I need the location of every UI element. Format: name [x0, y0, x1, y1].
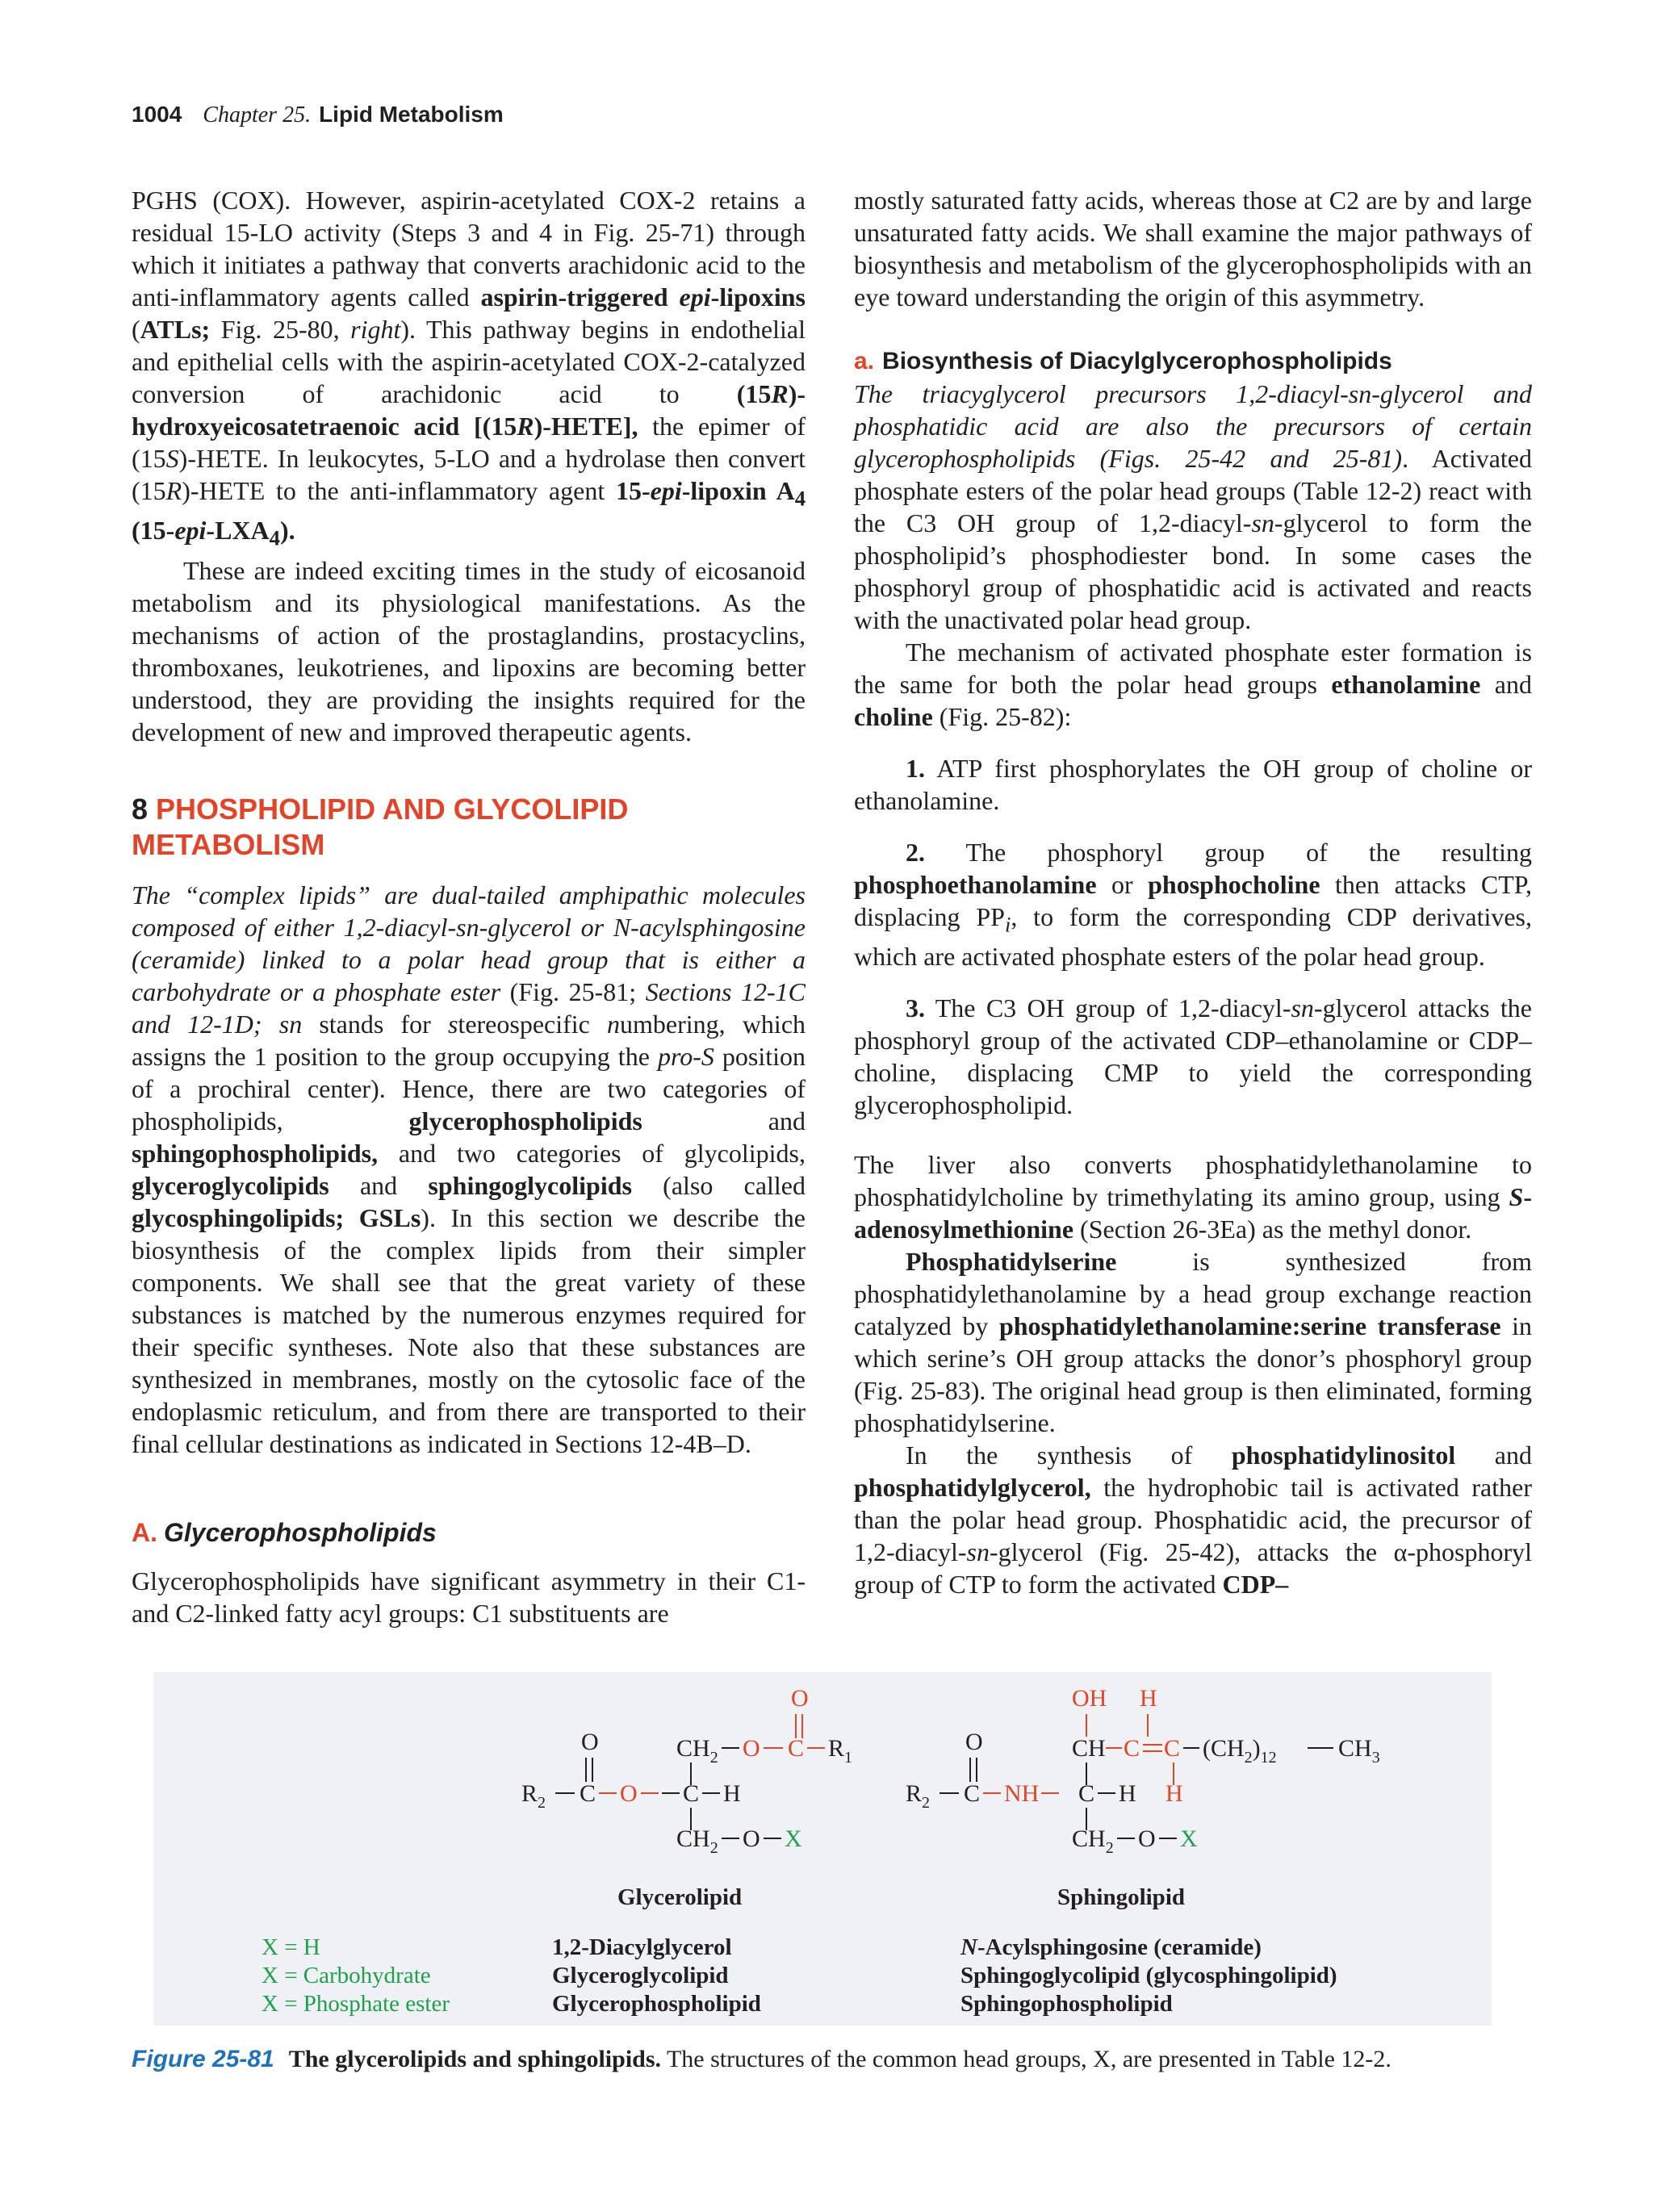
list-item: 1. ATP first phosphorylates the OH group of choline or ethanolamine. [854, 754, 1532, 815]
sphingolipid-label: Sphingolipid [1057, 1884, 1185, 1910]
figure-legend [262, 1934, 1337, 2017]
amide-nitrogen: NH [1004, 1780, 1040, 1807]
carbonyl-oxygen-1: O [791, 1685, 809, 1712]
chapter-label: Chapter 25. [203, 102, 312, 128]
amide-carbon: C [964, 1780, 981, 1807]
right-paragraph-1: mostly saturated fatty acids, whereas those at C2 are by and large unsaturated fatty acids. We shall examine the major pathways of biosynthesis and metabolism of the glycerophospholipids with an eye toward understanding the origin of this asymmetry. [854, 186, 1532, 312]
lipid-structures-diagram [153, 1672, 1492, 2026]
section-heading: 8 PHOSPHOLIPID AND GLYCOLIPID METABOLISM [132, 792, 629, 861]
alkene-carbon-a: C [1124, 1735, 1140, 1762]
figure-caption-text: The structures of the common head groups, X, are presented in Table 12-2. [661, 2046, 1391, 2072]
legend-x-h: X = H [262, 1934, 320, 1960]
alkene-carbon-b: C [1164, 1735, 1181, 1762]
subsubsection-heading: a. Biosynthesis of Diacylglycerophospholipids [854, 348, 1392, 374]
legend-sphingo-3: Sphingophospholipid [960, 1991, 1173, 2017]
glycerol-h: H [723, 1780, 741, 1807]
legend-glycero-3: Glycerophospholipid [552, 1991, 761, 2017]
carbonyl-oxygen-2: O [581, 1729, 599, 1755]
sphingosine-c3: CH [1072, 1735, 1106, 1762]
legend-glycero-2: Glyceroglycolipid [552, 1963, 729, 1988]
chapter-title: Lipid Metabolism [319, 102, 504, 127]
legend-x-carbohydrate: X = Carbohydrate [262, 1963, 431, 1988]
right-column [854, 184, 1532, 1600]
left-paragraph-3: The “complex lipids” are dual-tailed amphipathic molecules composed of either 1,2-diacyl-sn-glycerol or N-acylsphingosine (ceramide) linked to a polar head group that is either a carbohydrate or a phosphate ester (Fig. 25-81; Sections 12-1C and 12-1D; sn stands for stereospecific numbering, which assigns the 1 position to the group occupying the pro-S position of a prochiral center). Hence, there are two categories of phospholipids, glycerophospholipids and sphingophospholipids, and two categories of glycolipids, glyceroglycolipids and sphingoglycolipids (also called glycosphingolipids; GSLs). In this section we describe the biosynthesis of the complex lipids from their simpler components. We shall see that the great variety of these substances is matched by the numerous enzymes required for their specific syntheses. Note also that these substances are synthesized in membranes, mostly on the cytosolic face of the endoplasmic reticulum, and from there are transported to their final cellular destinations as indicated in Sections 12-4B–D. [132, 880, 806, 1458]
ester-oxygen-1: O [743, 1735, 760, 1762]
r2-group: $R_2$ [521, 1780, 546, 1812]
ester-carbon-2: C [580, 1780, 596, 1807]
ester-carbon-1: C [788, 1735, 805, 1762]
methylene-chain: $(CH_2)_{12}$ [1203, 1735, 1277, 1767]
left-paragraph-4: Glycerophospholipids have significant asymmetry in their C1- and C2-linked fatty acyl groups: C1 substituents are [132, 1566, 806, 1628]
head-group-x-2: X [1180, 1825, 1198, 1852]
legend-sphingo-1: N-Acylsphingosine (ceramide) [960, 1934, 1262, 1960]
list-item: 2. The phosphoryl group of the resulting phosphoethanolamine or phosphocholine then attacks CTP, displacing $PP_i$, to form the corresponding CDP derivatives, which are activated phosphate esters of the polar head group. [854, 838, 1533, 972]
glycerolipid-label: Glycerolipid [617, 1884, 743, 1910]
glycerol-c3: $CH_2$ [676, 1825, 718, 1857]
running-head [132, 102, 504, 128]
right-paragraph-3: The mechanism of activated phosphate ester formation is the same for both the polar head groups ethanolamine and choline (Fig. 25-82): [854, 638, 1532, 731]
right-paragraph-4: The liver also converts phosphatidylethanolamine to phosphatidylcholine by trimethylating its amino group, using S-adenosylmethionine (Section 26-3Ea) as the methyl donor. [854, 1150, 1532, 1244]
left-column [132, 184, 806, 1629]
page-number: 1004 [132, 102, 182, 127]
list-item: 3. The C3 OH group of 1,2-diacyl-sn-glycerol attacks the phosphoryl group of the activated CDP–ethanolamine or CDP–choline, displacing CMP to yield the corresponding glycerophospholipid. [854, 993, 1532, 1120]
sphingosine-h: H [1119, 1780, 1136, 1807]
legend-glycero-1: 1,2-Diacylglycerol [552, 1934, 732, 1960]
right-paragraph-2: The triacyglycerol precursors 1,2-diacyl-sn-glycerol and phosphatidic acid are also the precursors of certain glycerophospholipids (Figs. 25-42 and 25-81). Activated phosphate esters of the polar head groups (Table 12-2) react with the C3 OH group of 1,2-diacyl-sn-glycerol to form the phospholipid’s phosphodiester bond. In some cases the phosphoryl group of phosphatidic acid is activated and reacts with the unactivated polar head group. [854, 379, 1533, 634]
hydroxyl-group: OH [1072, 1685, 1107, 1712]
figure-caption [132, 2044, 1520, 2075]
sphingosine-c2: C [1078, 1780, 1095, 1807]
left-paragraph-2: These are indeed exciting times in the study of eicosanoid metabolism and its physiological manifestations. As the mechanisms of action of the prostaglandins, prostacyclins, thromboxanes, leukotrienes, and lipoxins are becoming better understood, they are providing the insights required for the development of new and improved therapeutic agents. [132, 555, 806, 746]
legend-x-phosphate: X = Phosphate ester [262, 1991, 450, 2017]
terminal-methyl: $CH_3$ [1338, 1735, 1380, 1767]
glycerol-c1: $CH_2$ [676, 1735, 718, 1767]
left-paragraph-1: PGHS (COX). However, aspirin-acetylated COX-2 retains a residual 15-LO activity (Steps 3 and 4 in Fig. 25-71) through which it initiates a pathway that converts arachidonic acid to the anti-inflammatory agents called aspirin-triggered epi-lipoxins (ATLs; Fig. 25-80, right). This pathway begins in endothelial and epithelial cells with the aspirin-acetylated COX-2-catalyzed conversion of arachidonic acid to (15R)-hydroxyeicosatetraenoic acid [(15R)-HETE], the epimer of (15S)-HETE. In leukocytes, 5-LO and a hydrolase then convert (15R)-HETE to the anti-inflammatory agent 15-epi-lipoxin $A_4$ $(15-epi-LXA_4)$. [132, 186, 806, 550]
figure-25-81 [153, 1672, 1492, 2026]
right-paragraph-5: Phosphatidylserine is synthesized from phosphatidylethanolamine by a head group exchange reaction catalyzed by phosphatidylethanolamine:serine transferase in which serine’s OH group attacks the donor’s phosphoryl group (Fig. 25-83). The original head group is then eliminated, forming phosphatidylserine. [854, 1247, 1532, 1438]
legend-sphingo-2: Sphingoglycolipid (glycosphingolipid) [960, 1963, 1337, 1988]
vinyl-h-bottom: H [1165, 1780, 1183, 1807]
vinyl-h-top: H [1140, 1685, 1157, 1712]
r1-group: $R_1$ [828, 1735, 853, 1767]
head-group-x-1: X [785, 1825, 802, 1852]
head-oxygen-1: O [743, 1825, 760, 1852]
right-paragraph-6: In the synthesis of phosphatidylinositol and phosphatidylglycerol, the hydrophobic tail is activated rather than the polar head group. Phosphatidic acid, the precursor of 1,2-diacyl-sn-glycerol (Fig. 25-42), attacks the α-phosphoryl group of CTP to form the activated CDP– [854, 1441, 1533, 1599]
glycerol-c2: C [683, 1780, 700, 1807]
figure-label: Figure 25-81 [132, 2046, 274, 2072]
ester-oxygen-2: O [620, 1780, 638, 1807]
sphingo-r2-group: $R_2$ [906, 1780, 931, 1812]
sphingosine-c1: $CH_2$ [1072, 1825, 1114, 1857]
amide-oxygen: O [965, 1729, 983, 1755]
figure-title: The glycerolipids and sphingolipids. [288, 2046, 662, 2072]
head-oxygen-2: O [1138, 1825, 1156, 1852]
subsection-heading: A. Glycerophospholipids [132, 1517, 437, 1547]
